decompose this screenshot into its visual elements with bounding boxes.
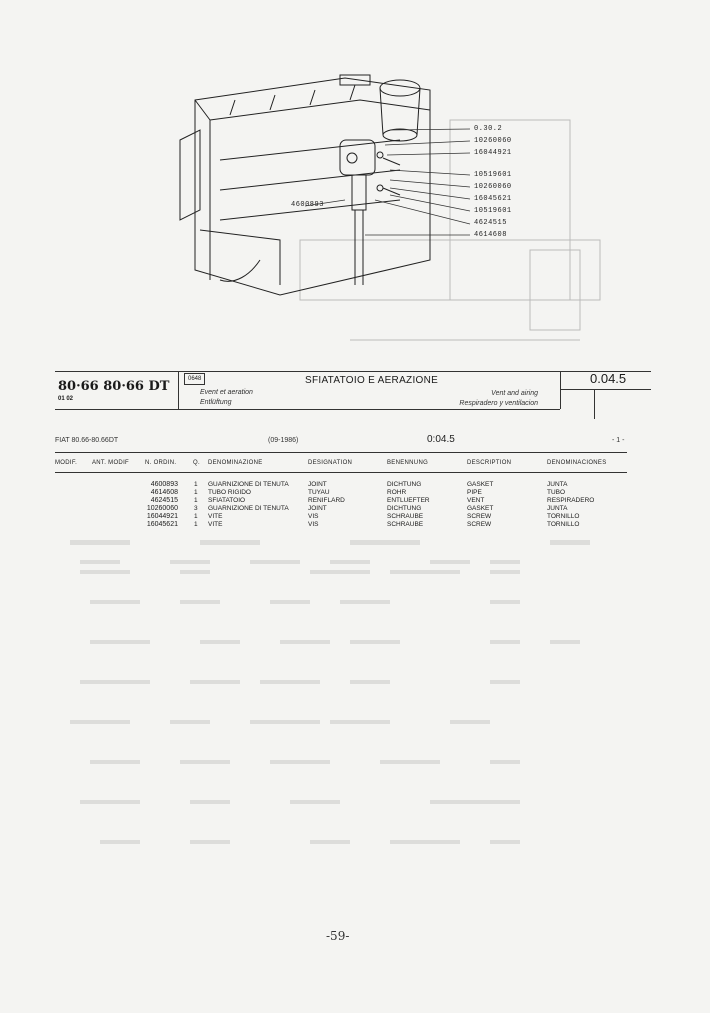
breather-assembly [340,140,400,285]
cell-fr: TUYAU [308,489,330,496]
cell-de: SCHRAUBE [387,513,424,520]
page-marker: - 1 - [612,437,625,444]
cell-num: 16045621 [146,521,178,528]
cell-it: SFIATATOIO [208,497,246,504]
cell-fr: VIS [308,513,319,520]
table-row [0,497,710,505]
column-header-n-ordin: N. ORDIN. [145,460,177,466]
cell-de: SCHRAUBE [387,521,424,528]
cell-it: TUBO RIGIDO [208,489,251,496]
parts-table [0,481,710,529]
callout-part-number: 10519601 [474,207,512,215]
column-header-description: DESCRIPTION [467,460,512,466]
column-header-ant-modif: ANT. MODIF [92,460,129,466]
cell-de: DICHTUNG [387,481,422,488]
cell-fr: RENIFLARD [308,497,345,504]
callout-part-number: 4624515 [474,219,507,227]
cell-it: VITE [208,513,223,520]
subtitle-spanish: Respiradero y ventilacion [459,400,538,407]
group-number: 0:04.5 [427,434,455,445]
table-row [0,513,710,521]
oil-filter-icon [380,80,420,141]
bleed-through-drawing [300,120,600,340]
cell-q: 1 [194,497,198,504]
cell-q: 1 [194,521,198,528]
cell-fr: JOINT [308,481,327,488]
cell-num: 4600893 [150,481,178,488]
model-line: FIAT 80.66-80.66DT [55,437,119,444]
cell-en: SCREW [467,521,492,528]
callout-part-number: 16044921 [474,149,512,157]
callout-part-number: 4600893 [291,201,324,209]
section-code: 0648 [184,373,205,385]
cell-es: TORNILLO [547,521,580,528]
column-header-q: Q. [193,460,200,466]
callout-part-number: 10519601 [474,171,512,179]
cell-en: SCREW [467,513,492,520]
subtitle-french: Event et aeration [200,389,253,396]
bleed-through-table [50,540,630,890]
cell-es: TUBO [547,489,566,496]
model-variant: 01 02 [58,396,74,402]
subtitle-german: Entlüftung [200,399,232,406]
callout-part-number: 10260060 [474,183,512,191]
column-header-designation: DESIGNATION [308,460,353,466]
subtitle-english: Vent and airing [491,390,538,397]
model-title: 80·66 80·66 DT [58,379,170,394]
column-header-denominazione: DENOMINAZIONE [208,460,263,466]
column-header-denominaciones: DENOMINACIONES [547,460,607,466]
cell-de: ROHR [387,489,407,496]
cell-en: VENT [467,497,485,504]
cell-de: ENTLUEFTER [387,497,430,504]
cell-de: DICHTUNG [387,505,422,512]
table-row [0,521,710,529]
cell-fr: JOINT [308,505,327,512]
page-number: -59- [326,929,350,943]
column-header-modif: MODIF. [55,460,78,466]
callout-part-number: 4614608 [474,231,507,239]
cell-it: GUARNIZIONE DI TENUTA [208,505,289,512]
cell-en: GASKET [467,481,494,488]
catalog-date: (09-1986) [268,437,299,444]
cell-q: 1 [194,481,198,488]
cell-num: 4624515 [150,497,178,504]
cell-fr: VIS [308,521,319,528]
cell-es: TORNILLO [547,513,580,520]
column-header-benennung: BENENNUNG [387,460,429,466]
cell-es: JUNTA [547,505,568,512]
engine-block [180,75,430,295]
callout-part-number: 16045621 [474,195,512,203]
table-row [0,481,710,489]
cell-num: 16044921 [146,513,178,520]
table-row [0,505,710,513]
cell-en: PIPE [467,489,482,496]
callout-part-number: 0.30.2 [474,125,503,133]
cell-it: VITE [208,521,223,528]
leader-lines [305,129,470,235]
section-number: 0.04.5 [590,371,627,386]
cell-q: 1 [194,513,198,520]
cell-q: 1 [194,489,198,496]
table-row [0,489,710,497]
cell-it: GUARNIZIONE DI TENUTA [208,481,289,488]
callout-part-number: 10260060 [474,137,512,145]
cell-num: 10260060 [146,505,178,512]
cell-es: JUNTA [547,481,568,488]
page-title: SFIATATOIO E AERAZIONE [305,375,439,386]
engine-diagram [100,60,660,375]
cell-q: 3 [194,505,198,512]
cell-num: 4614608 [150,489,178,496]
cell-en: GASKET [467,505,494,512]
cell-es: RESPIRADERO [547,497,595,504]
